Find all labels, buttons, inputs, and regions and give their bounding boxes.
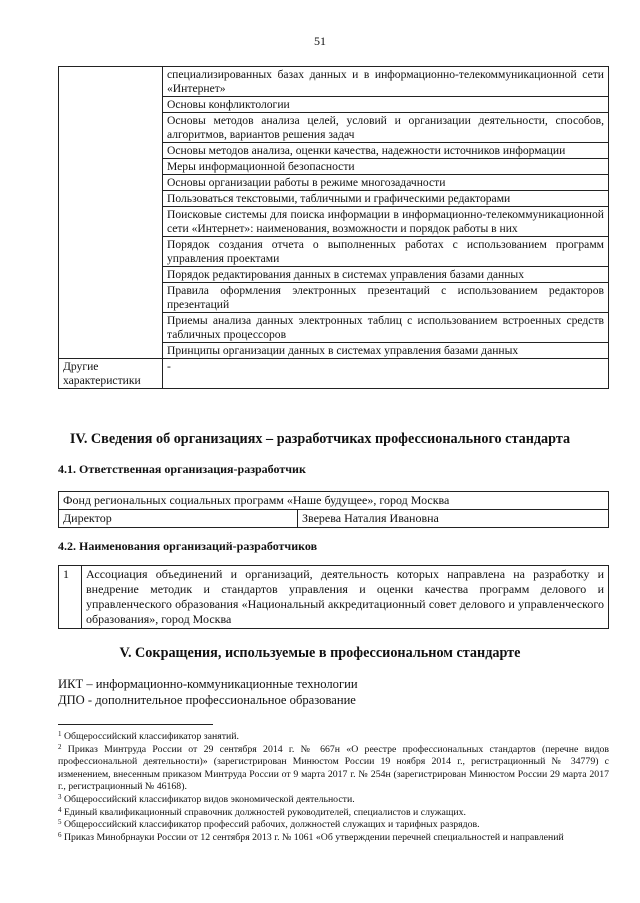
footnote-2: $^2$ Приказ Минтруда России от 29 сентября 2014 г. № 667н «О реестре профессиональных стандартов (перечне видов профессиональной деятельности)» (зарегистрирован Минюстом России 19 ноября 2014 г., регистрационный № 34779) с изменением, внесенным приказом Минтруда России от 9 марта 2017 г. № 254н (зарегистрирован Минюстом России 29 марта 2017 г., регистрационный № 46168). (58, 742, 609, 793)
section-4-title: IV. Сведения об организациях – разработчиках профессионального стандарта (69, 431, 571, 447)
other-characteristics-value: - (163, 359, 609, 389)
abbreviation-ikt: ИКТ – информационно-коммуникационные технологии (58, 677, 358, 691)
skills-row: специализированных базах данных и в информационно-телекоммуникационной сети «Интернет» (163, 67, 609, 97)
footnote-4: $^4$ Единый квалификационный справочник должностей руководителей, специалистов и служащих. (58, 805, 466, 818)
subsection-4-2-title: 4.2. Наименования организаций-разработчиков (58, 539, 318, 553)
skills-row: Приемы анализа данных электронных таблиц с использованием встроенных средств табличных процессоров (163, 313, 609, 343)
footnote-5: $^5$ Общероссийский классификатор профессий рабочих, должностей служащих и тарифных разрядов. (58, 818, 480, 831)
skills-row: Основы методов анализа целей, условий и организации деятельности, способов, алгоритмов, вариантов решения задач (163, 113, 609, 143)
footnote-3: $^3$ Общероссийский классификатор видов экономической деятельности. (58, 792, 355, 805)
skills-table (58, 66, 609, 389)
footnote-6: $^6$ Приказ Минобрнауки России от 12 сентября 2013 г. № 1061 «Об утверждении перечней специальностей и направлений (58, 830, 564, 843)
footnote-1: $^1$ Общероссийский классификатор занятий. (58, 730, 239, 742)
skills-row: Основы организации работы в режиме многозадачности (163, 175, 609, 191)
skills-row: Принципы организации данных в системах управления базами данных (163, 343, 609, 359)
director-label: Директор (59, 510, 298, 528)
footnote-separator (58, 724, 213, 725)
other-characteristics-label: Другие характеристики (59, 359, 163, 389)
page-number: 51 (314, 34, 326, 48)
subsection-4-1-title: 4.1. Ответственная организация-разработчик (58, 462, 306, 476)
org-number: 1 (59, 566, 82, 629)
abbreviation-dpo: ДПО - дополнительное профессиональное образование (58, 693, 356, 707)
skills-row: Порядок редактирования данных в системах управления базами данных (163, 267, 609, 283)
director-name: Зверева Наталия Ивановна (298, 510, 609, 528)
responsible-org-name: Фонд региональных социальных программ «Наше будущее», город Москва (59, 492, 609, 510)
skills-row: Пользоваться текстовыми, табличными и графическими редакторами (163, 191, 609, 207)
footnotes (58, 731, 609, 844)
skills-row: Правила оформления электронных презентаций с использованием редакторов презентаций (163, 283, 609, 313)
developer-orgs-table (58, 565, 609, 629)
skills-row: Поисковые системы для поиска информации в информационно-телекоммуникационной сети «Интернет»: наименования, возможности и порядок работы в них (163, 207, 609, 237)
section-5-title: V. Сокращения, используемые в профессиональном стандарте (119, 645, 521, 661)
skills-row: Основы методов анализа, оценки качества, надежности источников информации (163, 143, 609, 159)
skills-row: Основы конфликтологии (163, 97, 609, 113)
skills-table-empty-label-cell (59, 67, 163, 359)
responsible-org-table (58, 491, 609, 528)
skills-row: Порядок создания отчета о выполненных работах с использованием программ управления проектами (163, 237, 609, 267)
org-description: Ассоциация объединений и организаций, деятельность которых направлена на разработку и внедрение методик и стандартов управления и оценки качества программ делового и управленческого образования «Национальный аккредитационный совет делового и управленческого образования», город Москва (82, 566, 609, 629)
skills-row: Меры информационной безопасности (163, 159, 609, 175)
